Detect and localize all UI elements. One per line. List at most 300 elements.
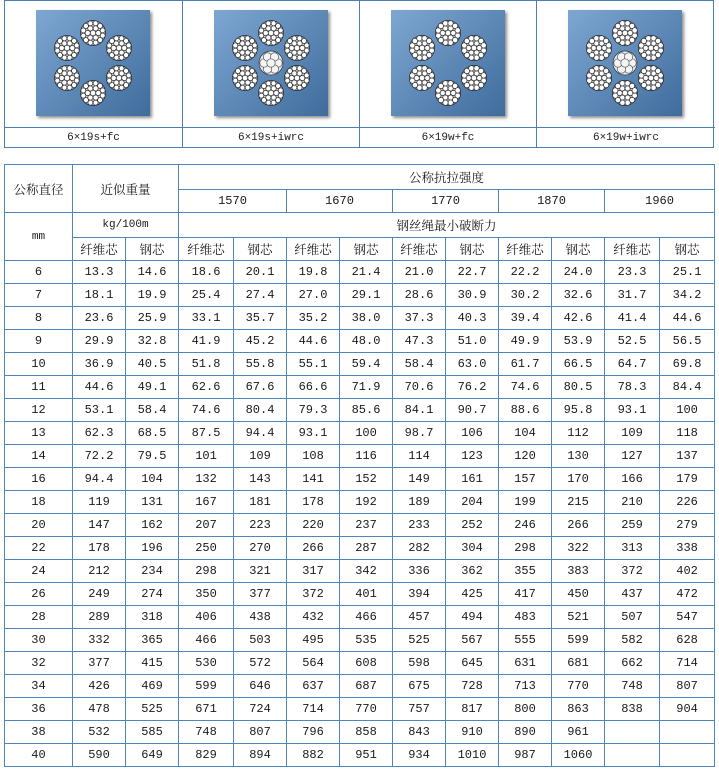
diameter-cell: 20 xyxy=(5,514,73,537)
table-row xyxy=(5,491,715,514)
value-cell: 770 xyxy=(552,675,605,698)
value-cell: 987 xyxy=(499,744,552,767)
value-cell: 270 xyxy=(234,537,287,560)
fiber-core-header: 纤维芯 xyxy=(605,238,660,261)
value-cell: 532 xyxy=(73,721,126,744)
value-cell: 637 xyxy=(287,675,340,698)
value-cell: 127 xyxy=(605,445,660,468)
value-cell: 58.4 xyxy=(126,399,179,422)
value-cell: 109 xyxy=(234,445,287,468)
value-cell: 18.6 xyxy=(179,261,234,284)
value-cell: 478 xyxy=(73,698,126,721)
table-row xyxy=(5,675,715,698)
value-cell: 152 xyxy=(340,468,393,491)
table-row xyxy=(5,353,715,376)
table-row xyxy=(5,744,715,767)
value-cell: 472 xyxy=(660,583,715,606)
value-cell: 494 xyxy=(446,606,499,629)
table-row xyxy=(5,560,715,583)
value-cell: 37.3 xyxy=(393,307,446,330)
value-cell: 350 xyxy=(179,583,234,606)
value-cell: 318 xyxy=(126,606,179,629)
value-cell: 483 xyxy=(499,606,552,629)
value-cell: 628 xyxy=(660,629,715,652)
value-cell: 934 xyxy=(393,744,446,767)
value-cell: 47.3 xyxy=(393,330,446,353)
table-row xyxy=(5,652,715,675)
value-cell: 951 xyxy=(340,744,393,767)
table-row xyxy=(5,422,715,445)
value-cell: 21.4 xyxy=(340,261,393,284)
value-cell: 31.7 xyxy=(605,284,660,307)
value-cell: 417 xyxy=(499,583,552,606)
diameter-cell: 6 xyxy=(5,261,73,284)
value-cell: 119 xyxy=(73,491,126,514)
value-cell: 13.3 xyxy=(73,261,126,284)
steel-core-header: 钢芯 xyxy=(340,238,393,261)
value-cell: 250 xyxy=(179,537,234,560)
table-row xyxy=(5,698,715,721)
wire-type-caption: 6×19w+fc xyxy=(360,127,536,149)
unit-diameter: mm xyxy=(5,213,73,261)
table-row xyxy=(5,445,715,468)
table-row xyxy=(5,330,715,353)
value-cell: 192 xyxy=(340,491,393,514)
value-cell: 20.1 xyxy=(234,261,287,284)
value-cell: 525 xyxy=(126,698,179,721)
diameter-cell: 7 xyxy=(5,284,73,307)
value-cell: 469 xyxy=(126,675,179,698)
value-cell: 29.9 xyxy=(73,330,126,353)
value-cell: 30.2 xyxy=(499,284,552,307)
value-cell: 48.0 xyxy=(340,330,393,353)
value-cell: 304 xyxy=(446,537,499,560)
value-cell: 608 xyxy=(340,652,393,675)
value-cell: 503 xyxy=(234,629,287,652)
value-cell: 25.1 xyxy=(660,261,715,284)
value-cell: 450 xyxy=(552,583,605,606)
value-cell: 372 xyxy=(287,583,340,606)
value-cell: 645 xyxy=(446,652,499,675)
value-cell: 466 xyxy=(179,629,234,652)
value-cell: 438 xyxy=(234,606,287,629)
value-cell: 137 xyxy=(660,445,715,468)
value-cell: 84.1 xyxy=(393,399,446,422)
value-cell: 829 xyxy=(179,744,234,767)
value-cell: 157 xyxy=(499,468,552,491)
value-cell: 535 xyxy=(340,629,393,652)
value-cell: 56.5 xyxy=(660,330,715,353)
value-cell: 132 xyxy=(179,468,234,491)
value-cell: 383 xyxy=(552,560,605,583)
grade-header: 1670 xyxy=(287,190,393,213)
value-cell: 863 xyxy=(552,698,605,721)
value-cell: 406 xyxy=(179,606,234,629)
value-cell: 76.2 xyxy=(446,376,499,399)
value-cell: 342 xyxy=(340,560,393,583)
value-cell: 116 xyxy=(340,445,393,468)
rope-cross-section-6x19s-fc-icon xyxy=(36,10,150,116)
value-cell xyxy=(605,721,660,744)
value-cell: 858 xyxy=(340,721,393,744)
value-cell: 233 xyxy=(393,514,446,537)
value-cell: 212 xyxy=(73,560,126,583)
value-cell: 181 xyxy=(234,491,287,514)
value-cell: 843 xyxy=(393,721,446,744)
value-cell: 104 xyxy=(126,468,179,491)
value-cell: 79.5 xyxy=(126,445,179,468)
value-cell: 415 xyxy=(126,652,179,675)
value-cell: 93.1 xyxy=(287,422,340,445)
value-cell: 64.7 xyxy=(605,353,660,376)
value-cell: 298 xyxy=(499,537,552,560)
value-cell: 166 xyxy=(605,468,660,491)
value-cell: 25.9 xyxy=(126,307,179,330)
value-cell: 555 xyxy=(499,629,552,652)
value-cell: 807 xyxy=(234,721,287,744)
value-cell: 44.6 xyxy=(660,307,715,330)
value-cell: 425 xyxy=(446,583,499,606)
value-cell: 93.1 xyxy=(605,399,660,422)
diameter-cell: 34 xyxy=(5,675,73,698)
value-cell: 100 xyxy=(340,422,393,445)
value-cell: 19.9 xyxy=(126,284,179,307)
rope-svg xyxy=(36,10,150,116)
value-cell: 53.1 xyxy=(73,399,126,422)
value-cell: 313 xyxy=(605,537,660,560)
value-cell: 796 xyxy=(287,721,340,744)
value-cell: 41.4 xyxy=(605,307,660,330)
table-row xyxy=(5,721,715,744)
fiber-core-header: 纤维芯 xyxy=(499,238,552,261)
value-cell: 94.4 xyxy=(234,422,287,445)
diameter-cell: 10 xyxy=(5,353,73,376)
value-cell: 894 xyxy=(234,744,287,767)
grade-header: 1960 xyxy=(605,190,715,213)
value-cell: 199 xyxy=(499,491,552,514)
value-cell: 282 xyxy=(393,537,446,560)
value-cell: 178 xyxy=(73,537,126,560)
wire-type-cell xyxy=(360,1,537,147)
table-row xyxy=(5,376,715,399)
diameter-cell: 11 xyxy=(5,376,73,399)
unit-weight: kg/100m xyxy=(73,213,179,238)
value-cell: 120 xyxy=(499,445,552,468)
value-cell: 599 xyxy=(552,629,605,652)
value-cell: 210 xyxy=(605,491,660,514)
value-cell: 521 xyxy=(552,606,605,629)
wire-type-caption: 6×19w+iwrc xyxy=(537,127,715,149)
value-cell: 24.0 xyxy=(552,261,605,284)
table-row xyxy=(5,468,715,491)
value-cell: 112 xyxy=(552,422,605,445)
diameter-cell: 18 xyxy=(5,491,73,514)
value-cell: 71.9 xyxy=(340,376,393,399)
value-cell: 32.8 xyxy=(126,330,179,353)
value-cell: 78.3 xyxy=(605,376,660,399)
value-cell: 714 xyxy=(287,698,340,721)
value-cell: 585 xyxy=(126,721,179,744)
value-cell: 32.6 xyxy=(552,284,605,307)
value-cell: 495 xyxy=(287,629,340,652)
value-cell: 55.8 xyxy=(234,353,287,376)
value-cell: 714 xyxy=(660,652,715,675)
rope-svg xyxy=(214,10,328,116)
value-cell: 114 xyxy=(393,445,446,468)
value-cell: 44.6 xyxy=(287,330,340,353)
value-cell: 748 xyxy=(605,675,660,698)
value-cell: 38.0 xyxy=(340,307,393,330)
value-cell: 40.3 xyxy=(446,307,499,330)
value-cell: 149 xyxy=(393,468,446,491)
value-cell: 147 xyxy=(73,514,126,537)
value-cell: 41.9 xyxy=(179,330,234,353)
rope-cross-section-6x19s-iwrc-icon xyxy=(214,10,328,116)
value-cell: 1060 xyxy=(552,744,605,767)
value-cell: 52.5 xyxy=(605,330,660,353)
value-cell: 466 xyxy=(340,606,393,629)
value-cell: 904 xyxy=(660,698,715,721)
value-cell: 252 xyxy=(446,514,499,537)
value-cell: 36.9 xyxy=(73,353,126,376)
table-row xyxy=(5,284,715,307)
wire-type-caption: 6×19s+iwrc xyxy=(183,127,359,149)
value-cell: 246 xyxy=(499,514,552,537)
wire-type-cell xyxy=(5,1,183,147)
value-cell: 27.4 xyxy=(234,284,287,307)
value-cell: 101 xyxy=(179,445,234,468)
diameter-cell: 36 xyxy=(5,698,73,721)
value-cell: 44.6 xyxy=(73,376,126,399)
value-cell: 564 xyxy=(287,652,340,675)
value-cell: 437 xyxy=(605,583,660,606)
value-cell: 882 xyxy=(287,744,340,767)
value-cell: 25.4 xyxy=(179,284,234,307)
value-cell: 100 xyxy=(660,399,715,422)
fiber-core-header: 纤维芯 xyxy=(179,238,234,261)
value-cell: 322 xyxy=(552,537,605,560)
value-cell: 817 xyxy=(446,698,499,721)
value-cell: 223 xyxy=(234,514,287,537)
value-cell: 66.5 xyxy=(552,353,605,376)
value-cell: 84.4 xyxy=(660,376,715,399)
value-cell: 179 xyxy=(660,468,715,491)
wire-type-caption: 6×19s+fc xyxy=(5,127,182,149)
value-cell: 22.7 xyxy=(446,261,499,284)
value-cell: 457 xyxy=(393,606,446,629)
value-cell: 317 xyxy=(287,560,340,583)
value-cell: 85.6 xyxy=(340,399,393,422)
value-cell: 362 xyxy=(446,560,499,583)
wire-type-cell xyxy=(537,1,715,147)
table-row xyxy=(5,537,715,560)
value-cell: 279 xyxy=(660,514,715,537)
diameter-cell: 9 xyxy=(5,330,73,353)
value-cell xyxy=(660,721,715,744)
steel-core-header: 钢芯 xyxy=(234,238,287,261)
value-cell: 51.0 xyxy=(446,330,499,353)
value-cell: 687 xyxy=(340,675,393,698)
value-cell: 646 xyxy=(234,675,287,698)
value-cell: 249 xyxy=(73,583,126,606)
value-cell xyxy=(605,744,660,767)
value-cell: 178 xyxy=(287,491,340,514)
value-cell: 713 xyxy=(499,675,552,698)
table-row xyxy=(5,261,715,284)
value-cell: 204 xyxy=(446,491,499,514)
value-cell: 274 xyxy=(126,583,179,606)
value-cell: 98.7 xyxy=(393,422,446,445)
diameter-cell: 14 xyxy=(5,445,73,468)
diameter-cell: 26 xyxy=(5,583,73,606)
steel-core-header: 钢芯 xyxy=(660,238,715,261)
value-cell: 104 xyxy=(499,422,552,445)
value-cell: 106 xyxy=(446,422,499,445)
value-cell: 394 xyxy=(393,583,446,606)
value-cell: 29.1 xyxy=(340,284,393,307)
diameter-cell: 32 xyxy=(5,652,73,675)
value-cell: 35.7 xyxy=(234,307,287,330)
grade-header: 1570 xyxy=(179,190,287,213)
value-cell: 33.1 xyxy=(179,307,234,330)
header-min-breaking-force: 钢丝绳最小破断力 xyxy=(179,213,715,238)
value-cell: 226 xyxy=(660,491,715,514)
value-cell: 167 xyxy=(179,491,234,514)
value-cell: 547 xyxy=(660,606,715,629)
diameter-cell: 40 xyxy=(5,744,73,767)
value-cell: 63.0 xyxy=(446,353,499,376)
value-cell: 599 xyxy=(179,675,234,698)
value-cell: 90.7 xyxy=(446,399,499,422)
value-cell: 108 xyxy=(287,445,340,468)
value-cell: 34.2 xyxy=(660,284,715,307)
value-cell: 807 xyxy=(660,675,715,698)
value-cell xyxy=(660,744,715,767)
value-cell: 162 xyxy=(126,514,179,537)
value-cell: 215 xyxy=(552,491,605,514)
value-cell: 42.6 xyxy=(552,307,605,330)
value-cell: 266 xyxy=(287,537,340,560)
value-cell: 28.6 xyxy=(393,284,446,307)
steel-core-header: 钢芯 xyxy=(446,238,499,261)
value-cell: 681 xyxy=(552,652,605,675)
value-cell: 567 xyxy=(446,629,499,652)
steel-core-header: 钢芯 xyxy=(552,238,605,261)
value-cell: 94.4 xyxy=(73,468,126,491)
value-cell: 598 xyxy=(393,652,446,675)
value-cell: 377 xyxy=(234,583,287,606)
value-cell: 62.3 xyxy=(73,422,126,445)
value-cell: 890 xyxy=(499,721,552,744)
diameter-cell: 16 xyxy=(5,468,73,491)
value-cell: 161 xyxy=(446,468,499,491)
value-cell: 1010 xyxy=(446,744,499,767)
value-cell: 51.8 xyxy=(179,353,234,376)
value-cell: 61.7 xyxy=(499,353,552,376)
grade-header: 1870 xyxy=(499,190,605,213)
value-cell: 234 xyxy=(126,560,179,583)
table-row xyxy=(5,629,715,652)
value-cell: 402 xyxy=(660,560,715,583)
table-row xyxy=(5,606,715,629)
value-cell: 525 xyxy=(393,629,446,652)
value-cell: 35.2 xyxy=(287,307,340,330)
value-cell: 590 xyxy=(73,744,126,767)
table-row xyxy=(5,583,715,606)
value-cell: 649 xyxy=(126,744,179,767)
value-cell: 80.5 xyxy=(552,376,605,399)
value-cell: 62.6 xyxy=(179,376,234,399)
value-cell: 355 xyxy=(499,560,552,583)
value-cell: 289 xyxy=(73,606,126,629)
value-cell: 21.0 xyxy=(393,261,446,284)
value-cell: 321 xyxy=(234,560,287,583)
diameter-cell: 38 xyxy=(5,721,73,744)
header-weight: 近似重量 xyxy=(73,165,179,213)
table-row xyxy=(5,399,715,422)
header-tensile-strength: 公称抗拉强度 xyxy=(179,165,715,190)
rope-cross-section-6x19w-fc-icon xyxy=(391,10,505,116)
value-cell: 39.4 xyxy=(499,307,552,330)
value-cell: 377 xyxy=(73,652,126,675)
diameter-cell: 30 xyxy=(5,629,73,652)
value-cell: 728 xyxy=(446,675,499,698)
value-cell: 40.5 xyxy=(126,353,179,376)
value-cell: 426 xyxy=(73,675,126,698)
value-cell: 18.1 xyxy=(73,284,126,307)
value-cell: 336 xyxy=(393,560,446,583)
rope-svg xyxy=(391,10,505,116)
value-cell: 530 xyxy=(179,652,234,675)
rope-svg xyxy=(568,10,682,116)
value-cell: 401 xyxy=(340,583,393,606)
value-cell: 118 xyxy=(660,422,715,445)
value-cell: 189 xyxy=(393,491,446,514)
value-cell: 237 xyxy=(340,514,393,537)
value-cell: 338 xyxy=(660,537,715,560)
value-cell: 74.6 xyxy=(499,376,552,399)
table-row xyxy=(5,307,715,330)
diameter-cell: 8 xyxy=(5,307,73,330)
value-cell: 671 xyxy=(179,698,234,721)
value-cell: 45.2 xyxy=(234,330,287,353)
steel-core-header: 钢芯 xyxy=(126,238,179,261)
value-cell: 27.0 xyxy=(287,284,340,307)
value-cell: 207 xyxy=(179,514,234,537)
value-cell: 259 xyxy=(605,514,660,537)
value-cell: 72.2 xyxy=(73,445,126,468)
diameter-cell: 28 xyxy=(5,606,73,629)
fiber-core-header: 纤维芯 xyxy=(287,238,340,261)
wire-rope-type-strip xyxy=(4,0,714,148)
diameter-cell: 22 xyxy=(5,537,73,560)
value-cell: 757 xyxy=(393,698,446,721)
value-cell: 23.6 xyxy=(73,307,126,330)
value-cell: 910 xyxy=(446,721,499,744)
fiber-core-header: 纤维芯 xyxy=(73,238,126,261)
value-cell: 432 xyxy=(287,606,340,629)
value-cell: 287 xyxy=(340,537,393,560)
value-cell: 266 xyxy=(552,514,605,537)
value-cell: 30.9 xyxy=(446,284,499,307)
value-cell: 130 xyxy=(552,445,605,468)
value-cell: 80.4 xyxy=(234,399,287,422)
value-cell: 22.2 xyxy=(499,261,552,284)
value-cell: 69.8 xyxy=(660,353,715,376)
value-cell: 123 xyxy=(446,445,499,468)
value-cell: 170 xyxy=(552,468,605,491)
value-cell: 365 xyxy=(126,629,179,652)
